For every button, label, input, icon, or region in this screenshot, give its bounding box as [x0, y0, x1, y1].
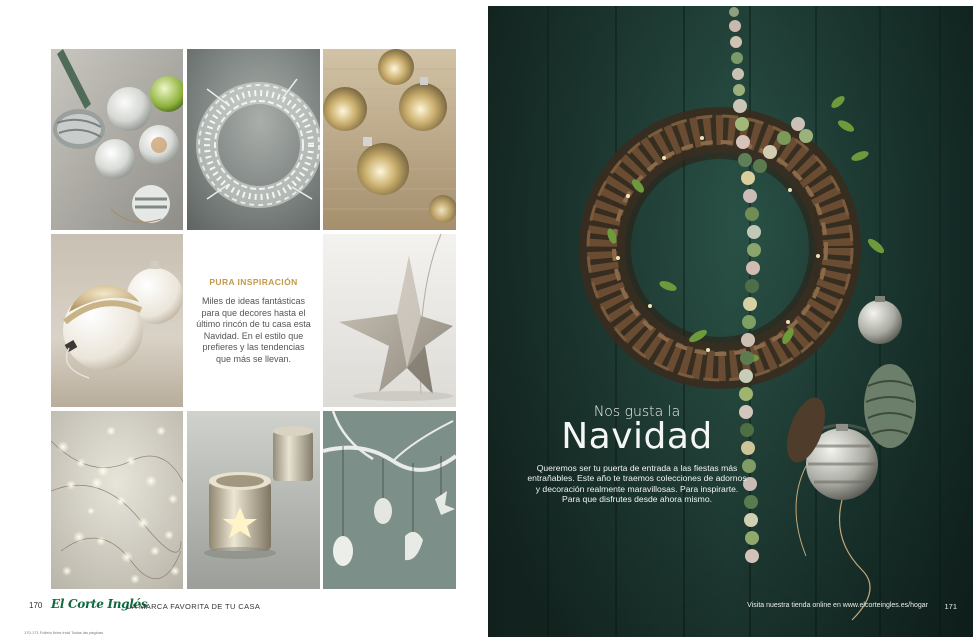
page-number: 171	[944, 602, 957, 611]
silver-wreath-photo	[187, 49, 320, 230]
inspiration-panel	[187, 234, 320, 407]
wooden-star-photo	[323, 234, 456, 407]
hero-text: Queremos ser tu puerta de entrada a las fiestas más entrañables. Este año te traemos colecciones de adornos y decoración realmente maravillosas. Para inspirarte. Para que disfrutes desde ahora mismo.	[527, 463, 747, 505]
candle-holder-photo	[187, 411, 320, 589]
brand-slogan: LA MARCA FAVORITA DE TU CASA	[127, 602, 261, 611]
hero-title: Navidad	[561, 416, 713, 457]
brand-logo: El Corte Inglés	[51, 597, 148, 611]
white-bauble-photo	[51, 234, 183, 407]
right-page	[488, 6, 973, 637]
hero-kicker: Nos gusta la	[593, 404, 681, 420]
branch-ornaments-photo	[323, 411, 456, 589]
online-store-note: Visita nuestra tienda online en www.elcorteingles.es/hogar	[747, 602, 928, 609]
inspiration-heading: PURA INSPIRACIÓN	[209, 277, 298, 287]
inspiration-text: Miles de ideas fantásticas para que decores hasta el último rincón de tu casa esta Navidad. En el estilo que prefieres y las tendencias que más se llevan.	[196, 296, 311, 364]
page-number: 170	[29, 601, 43, 610]
glitter-baubles-photo	[323, 49, 456, 230]
christmas-baubles-photo	[51, 49, 183, 230]
wreath-hero-photo	[488, 6, 973, 637]
fairy-lights-photo	[51, 411, 183, 589]
print-slug: 170-171 Folleto fiche.indd Todas las páginas	[24, 630, 104, 635]
